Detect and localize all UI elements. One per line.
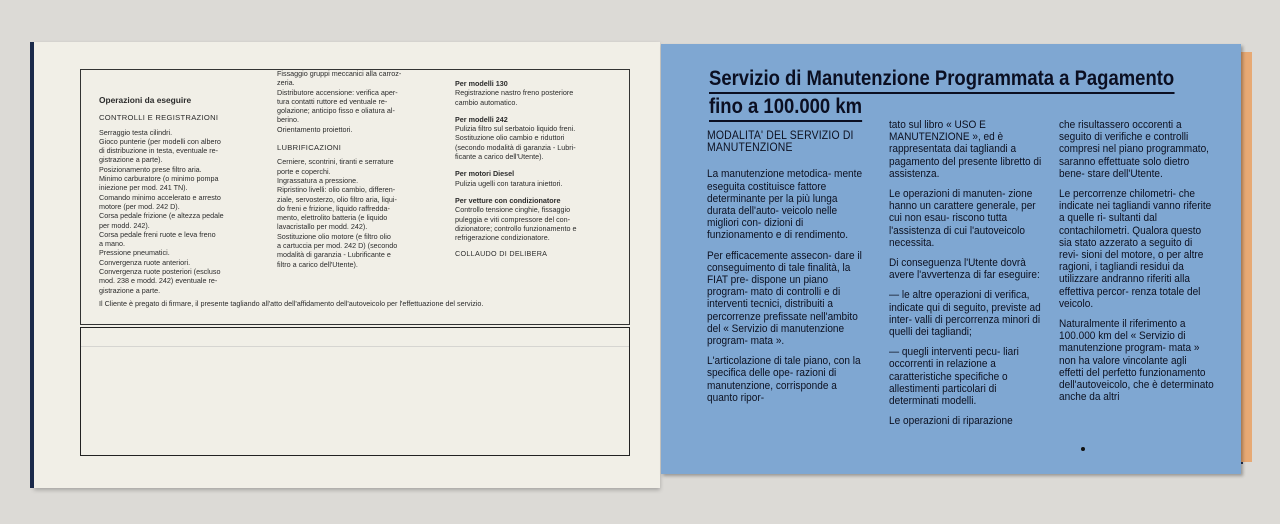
text-column-1 [707, 130, 867, 412]
operation-line: golazione; anticipo fisso e oliatura al- [277, 106, 395, 116]
operation-line: Convergenza ruote posteriori (escluso [99, 267, 221, 277]
title-line-2: fino a 100.000 km [709, 94, 862, 122]
operation-line: puleggia e viti compressore del con- [455, 214, 571, 224]
col1-paragraph-2: Per efficacemente assecon- dare il conseguimento di tale finalità, la FIAT pre- dispone un piano program- mato di controlli e di interventi tecnici, distribuiti a percorrenze prefissate nell'ambito del « Servizio di manutenzione program- mata ». [707, 249, 862, 348]
operation-line: (secondo modalità di garanzia - Lubri- [455, 142, 576, 152]
section-lubrication: LUBRIFICAZIONI [277, 143, 342, 153]
page-title [709, 66, 1175, 122]
operation-line: di distribuzione in testa, eventuale re- [99, 146, 219, 156]
operation-line: Corsa pedale freni ruote e leva freno [99, 229, 216, 239]
operations-heading: Operazioni da eseguire [99, 95, 192, 105]
operation-line: motore (per mod. 242 D). [99, 201, 180, 211]
model-130-lines [455, 88, 625, 107]
operation-line: refrigerazione condizionatore. [455, 233, 550, 243]
operation-line: Gioco punterie (per modelli con albero [99, 136, 221, 146]
operation-line: gistrazione a parte). [99, 155, 163, 165]
col1-paragraph-3: L'articolazione di tale piano, con la specifica delle ope- razioni di manutenzione, corrisponde a quanto ripor- [707, 355, 861, 404]
text-column-3 [1059, 119, 1214, 411]
lubrication-line: modalità di garanzia - Lubrificante e [277, 250, 391, 260]
lubrication-line: Cerniere, scontrini, tiranti e serrature [277, 157, 394, 167]
operation-line: Pulizia ugelli con taratura iniettori. [455, 178, 563, 188]
col2-paragraph-6: Le operazioni di riparazione [889, 415, 1013, 428]
col3-paragraph-3: Naturalmente il riferimento a 100.000 km del « Servizio di manutenzione program- mata » non ha valore vincolante agli effetti del perfetto funzionamento dell'autoveicolo, che è determinato anche da altri [1059, 318, 1214, 404]
lubrication-line: lavacristallo per modd. 242). [277, 222, 368, 232]
lubrication-line: ziale, servosterzo, olio filtro aria, liqui- [277, 194, 397, 204]
col2-paragraph-2: Le operazioni di manuten- zione hanno un carattere generale, per cui non esau- riscono tutta l'assistenza di cui l'autoveicolo necessita. [889, 188, 1036, 249]
operation-line: Serraggio testa cilindri. [99, 127, 173, 137]
operation-line: gistrazione a parte. [99, 285, 161, 295]
operation-line: Fissaggio gruppi meccanici alla carroz- [277, 69, 402, 78]
operation-line: Registrazione nastro freno posteriore [455, 88, 574, 98]
operation-line: dizionatore; controllo funzionamento e [455, 223, 577, 233]
operation-line: berino. [277, 115, 299, 125]
lubrication-line: Sostituzione olio motore (e filtro olio [277, 231, 391, 241]
text-column-2 [889, 119, 1042, 435]
operation-line: Posizionamento prese filtro aria. [99, 164, 202, 174]
operation-line: zeria. [277, 78, 295, 88]
operation-line: Pressione pneumatici. [99, 248, 170, 258]
lubrication-line: Ingrassatura a pressione. [277, 175, 359, 185]
service-coupon-box [80, 69, 630, 325]
final-test-label: COLLAUDO DI DELIBERA [455, 249, 548, 259]
operations-column-1 [99, 96, 269, 295]
sub-model-130: Per modelli 130 [455, 79, 508, 88]
signature-note: Il Cliente è pregato di firmare, il presente tagliando all'atto dell'affidamento dell'autoveicolo per l'effettuazione del servizio. [99, 299, 484, 308]
operation-line: Orientamento proiettori. [277, 124, 353, 134]
lubrication-line: porte e coperchi. [277, 166, 331, 176]
operation-line: tura contatti ruttore ed ventuale re- [277, 96, 388, 106]
service-modalities-heading: MODALITA' DEL SERVIZIO DI MANUTENZIONE [707, 129, 854, 155]
col2-lines-b [277, 157, 449, 269]
sub-air-conditioner: Per vetture con condizionatore [455, 195, 561, 205]
page-dot-mark [1081, 447, 1085, 451]
section-controls: CONTROLLI E REGISTRAZIONI [99, 113, 219, 123]
left-page [34, 42, 660, 488]
col3-paragraph-2: Le percorrenze chilometri- che indicate nei tagliandi vanno riferite a quelle ri- sultanti dal contachilometri. Qualora questo sia stato azzerato a seguito di revi- sioni del motore, o per altre ragioni, i tagliandi residui da utilizzare andranno riferiti alla effettiva percor- renza totale del veicolo. [1059, 188, 1212, 310]
right-page [661, 44, 1241, 474]
operation-line: a mano. [99, 239, 125, 249]
page-stack-edge [1240, 52, 1252, 462]
operation-line: Pulizia filtro sul serbatoio liquido freni. [455, 124, 576, 134]
col1-lines [99, 128, 269, 295]
operations-column-2 [277, 69, 449, 269]
lubrication-line: do freni e frizione, liquido raffredda- [277, 203, 390, 213]
stamp-box-faint-line [81, 346, 629, 347]
operation-line: cambio automatico. [455, 97, 518, 107]
lubrication-line: Ripristino livelli: olio cambio, differen- [277, 185, 396, 195]
lubrication-line: filtro a carico dell'Utente). [277, 259, 358, 269]
lubrication-line: mento, elettrolito batteria (e liquido [277, 213, 388, 223]
sub-model-242: Per modelli 242 [455, 114, 508, 124]
operation-line: mod. 238 e modd. 242) eventuale re- [99, 276, 218, 286]
operation-line: Sostituzione olio cambio e riduttori [455, 133, 565, 143]
col3-paragraph-1: che risultassero occorenti a seguito di verifiche e controlli compresi nel piano programmato, saranno effettuate solo dietro bene- stare dell'Utente. [1059, 119, 1209, 180]
col2-lines-a [277, 69, 449, 134]
col2-paragraph-5: — quegli interventi pecu- liari occorrenti in relazione a caratteristiche specifiche o allestimenti particolari di determinati modelli. [889, 346, 1019, 408]
operation-line: Controllo tensione cinghie, fissaggio [455, 205, 571, 215]
operation-line: Comando minimo accelerato e arresto [99, 192, 221, 202]
lubrication-line: a cartuccia per mod. 242 D) (secondo [277, 241, 398, 251]
stamp-box [80, 327, 630, 456]
operation-line: Convergenza ruote anteriori. [99, 257, 191, 267]
operation-line: Distributore accensione: verifica aper- [277, 87, 398, 97]
col2-paragraph-4: — le altre operazioni di verifica, indicate qui di seguito, previste ad inter- valli di percorrenza minori di quelli dei tagliandi; [889, 289, 1041, 339]
model-242-lines [455, 124, 625, 161]
title-line-1: Servizio di Manutenzione Programmata a Pagamento [709, 66, 1174, 94]
col1-paragraph-1: La manutenzione metodica- mente eseguita costituisce fattore determinante per la più lunga durata dell'auto- veicolo nelle migliori con- dizioni di funzionamento e di rendimento. [707, 168, 863, 242]
sub-diesel: Per motori Diesel [455, 169, 515, 179]
operation-line: per modd. 242). [99, 220, 150, 230]
operation-line: iniezione per mod. 241 TN). [99, 183, 188, 193]
operation-line: ficante a carico dell'Utente). [455, 152, 544, 162]
col2-paragraph-1: tato sul libro « USO E MANUTENZIONE », ed è rappresentata dai tagliandi a pagamento del presente libretto di assistenza. [889, 119, 1042, 180]
col2-paragraph-3: Di conseguenza l'Utente dovrà avere l'avvertenza di far eseguire: [889, 257, 1040, 282]
operation-line: Minimo carburatore (o minimo pompa [99, 174, 219, 184]
operation-line: Corsa pedale frizione (e altezza pedale [99, 211, 224, 221]
air-conditioner-lines [455, 205, 625, 242]
diesel-lines [455, 179, 625, 188]
operations-column-3 [455, 79, 625, 259]
